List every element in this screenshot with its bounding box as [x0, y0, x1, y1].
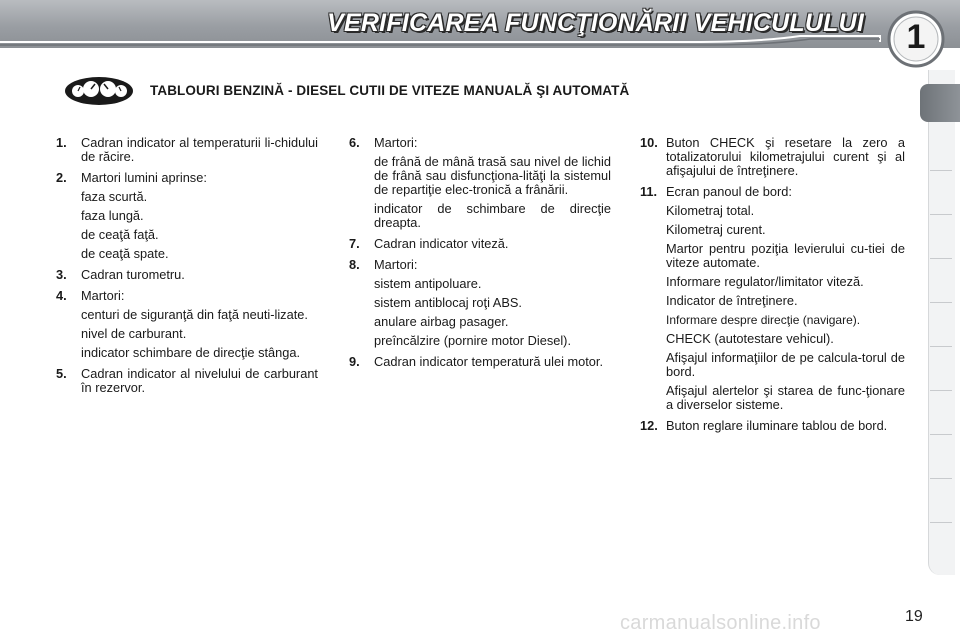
- item-number: 11.: [640, 184, 658, 199]
- chapter-tab[interactable]: [930, 522, 952, 523]
- item-subtext: Informare despre direcţie (navigare).: [666, 313, 861, 327]
- item-number: 12.: [640, 418, 658, 433]
- column-1: [56, 136, 318, 402]
- column-3: [640, 136, 905, 440]
- list-item: [56, 367, 318, 395]
- item-number: 10.: [640, 135, 658, 150]
- item-text: Martori:: [374, 135, 418, 150]
- item-number: 5.: [56, 366, 67, 381]
- list-item: [349, 136, 611, 230]
- item-text: Cadran indicator viteză.: [374, 236, 509, 251]
- item-subtext: Afişajul informaţiilor de pe calcula-torul de bord.: [666, 350, 905, 379]
- item-subtext: CHECK (autotestare vehicul).: [666, 331, 834, 346]
- chapter-tab[interactable]: [930, 302, 952, 303]
- item-number: 1.: [56, 135, 67, 150]
- item-text: Cadran indicator temperatură ulei motor.: [374, 354, 604, 369]
- item-subtext: indicator schimbare de direcţie stânga.: [81, 345, 301, 360]
- page-title: VERIFICAREA FUNCŢIONĂRII VEHICULULUI: [327, 9, 864, 37]
- chapter-tab[interactable]: [930, 346, 952, 347]
- item-subtext: faza scurtă.: [81, 189, 148, 204]
- item-text: Ecran panoul de bord:: [666, 184, 792, 199]
- chapter-tab[interactable]: [930, 478, 952, 479]
- page-number: 19: [905, 608, 923, 625]
- item-number: 6.: [349, 135, 360, 150]
- column-2: [349, 136, 611, 376]
- item-subtext: Kilometraj total.: [666, 203, 755, 218]
- item-text: Buton CHECK şi resetare la zero a totalizatorului kilometrajului curent şi al afişajului de întreţinere.: [666, 135, 905, 178]
- watermark: carmanualsonline.info: [620, 612, 821, 634]
- list-item: [640, 136, 905, 178]
- chapter-tab[interactable]: [930, 214, 952, 215]
- item-subtext: anulare airbag pasager.: [374, 314, 509, 329]
- dashboard-gauges-icon: [64, 76, 134, 106]
- list-item: [56, 268, 318, 282]
- item-number: 4.: [56, 288, 67, 303]
- list-item: [640, 185, 905, 412]
- item-number: 3.: [56, 267, 67, 282]
- chapter-tab[interactable]: [930, 170, 952, 171]
- item-text: Martori lumini aprinse:: [81, 170, 207, 185]
- item-subtext: Indicator de întreţinere.: [666, 293, 798, 308]
- item-subtext: de ceaţă faţă.: [81, 227, 159, 242]
- item-subtext: centuri de siguranţă din faţă neuti-lizate.: [81, 307, 308, 322]
- header-swoosh: [0, 34, 960, 74]
- item-number: 8.: [349, 257, 360, 272]
- item-subtext: de ceaţă spate.: [81, 246, 169, 261]
- item-subtext: Martor pentru poziţia levierului cu-tiei de viteze automate.: [666, 241, 905, 270]
- item-number: 9.: [349, 354, 360, 369]
- list-item: [56, 289, 318, 360]
- item-text: Cadran turometru.: [81, 267, 185, 282]
- item-subtext: Kilometraj curent.: [666, 222, 766, 237]
- chapter-tab[interactable]: [930, 390, 952, 391]
- list-item: [349, 237, 611, 251]
- item-text: Martori:: [81, 288, 125, 303]
- item-subtext: sistem antiblocaj roţi ABS.: [374, 295, 522, 310]
- chapter-tab[interactable]: [930, 434, 952, 435]
- item-number: 2.: [56, 170, 67, 185]
- section-title: TABLOURI BENZINĂ - DIESEL CUTII DE VITEZE MANUALĂ ŞI AUTOMATĂ: [150, 83, 630, 98]
- item-number: 7.: [349, 236, 360, 251]
- list-item: [56, 171, 318, 261]
- list-item: [640, 419, 905, 433]
- list-item: [349, 355, 611, 369]
- list-item: [349, 258, 611, 348]
- item-subtext: nivel de carburant.: [81, 326, 187, 341]
- chapter-tab-strip: [928, 70, 955, 575]
- item-text: Cadran indicator al temperaturii li-chidului de răcire.: [81, 135, 318, 164]
- item-subtext: sistem antipoluare.: [374, 276, 482, 291]
- list-item: [56, 136, 318, 164]
- item-text: Buton reglare iluminare tablou de bord.: [666, 418, 888, 433]
- item-text: Martori:: [374, 257, 418, 272]
- item-subtext: Informare regulator/limitator viteză.: [666, 274, 864, 289]
- chapter-number: 1: [906, 18, 926, 56]
- chapter-tab[interactable]: [930, 258, 952, 259]
- item-subtext: indicator de schimbare de direcţie dreapta.: [374, 201, 611, 230]
- item-subtext: faza lungă.: [81, 208, 144, 223]
- item-subtext: de frână de mână trasă sau nivel de lichid de frână sau disfuncţiona-lităţi la sistemul de repartiţie elec-tronică a frânării.: [374, 154, 611, 197]
- item-text: Cadran indicator al nivelului de carburant în rezervor.: [81, 366, 318, 395]
- item-subtext: Afişajul alertelor şi starea de func-ţionare a diverselor sisteme.: [666, 383, 905, 412]
- item-subtext: preîncălzire (pornire motor Diesel).: [374, 333, 571, 348]
- chapter-tab-active[interactable]: [920, 84, 960, 122]
